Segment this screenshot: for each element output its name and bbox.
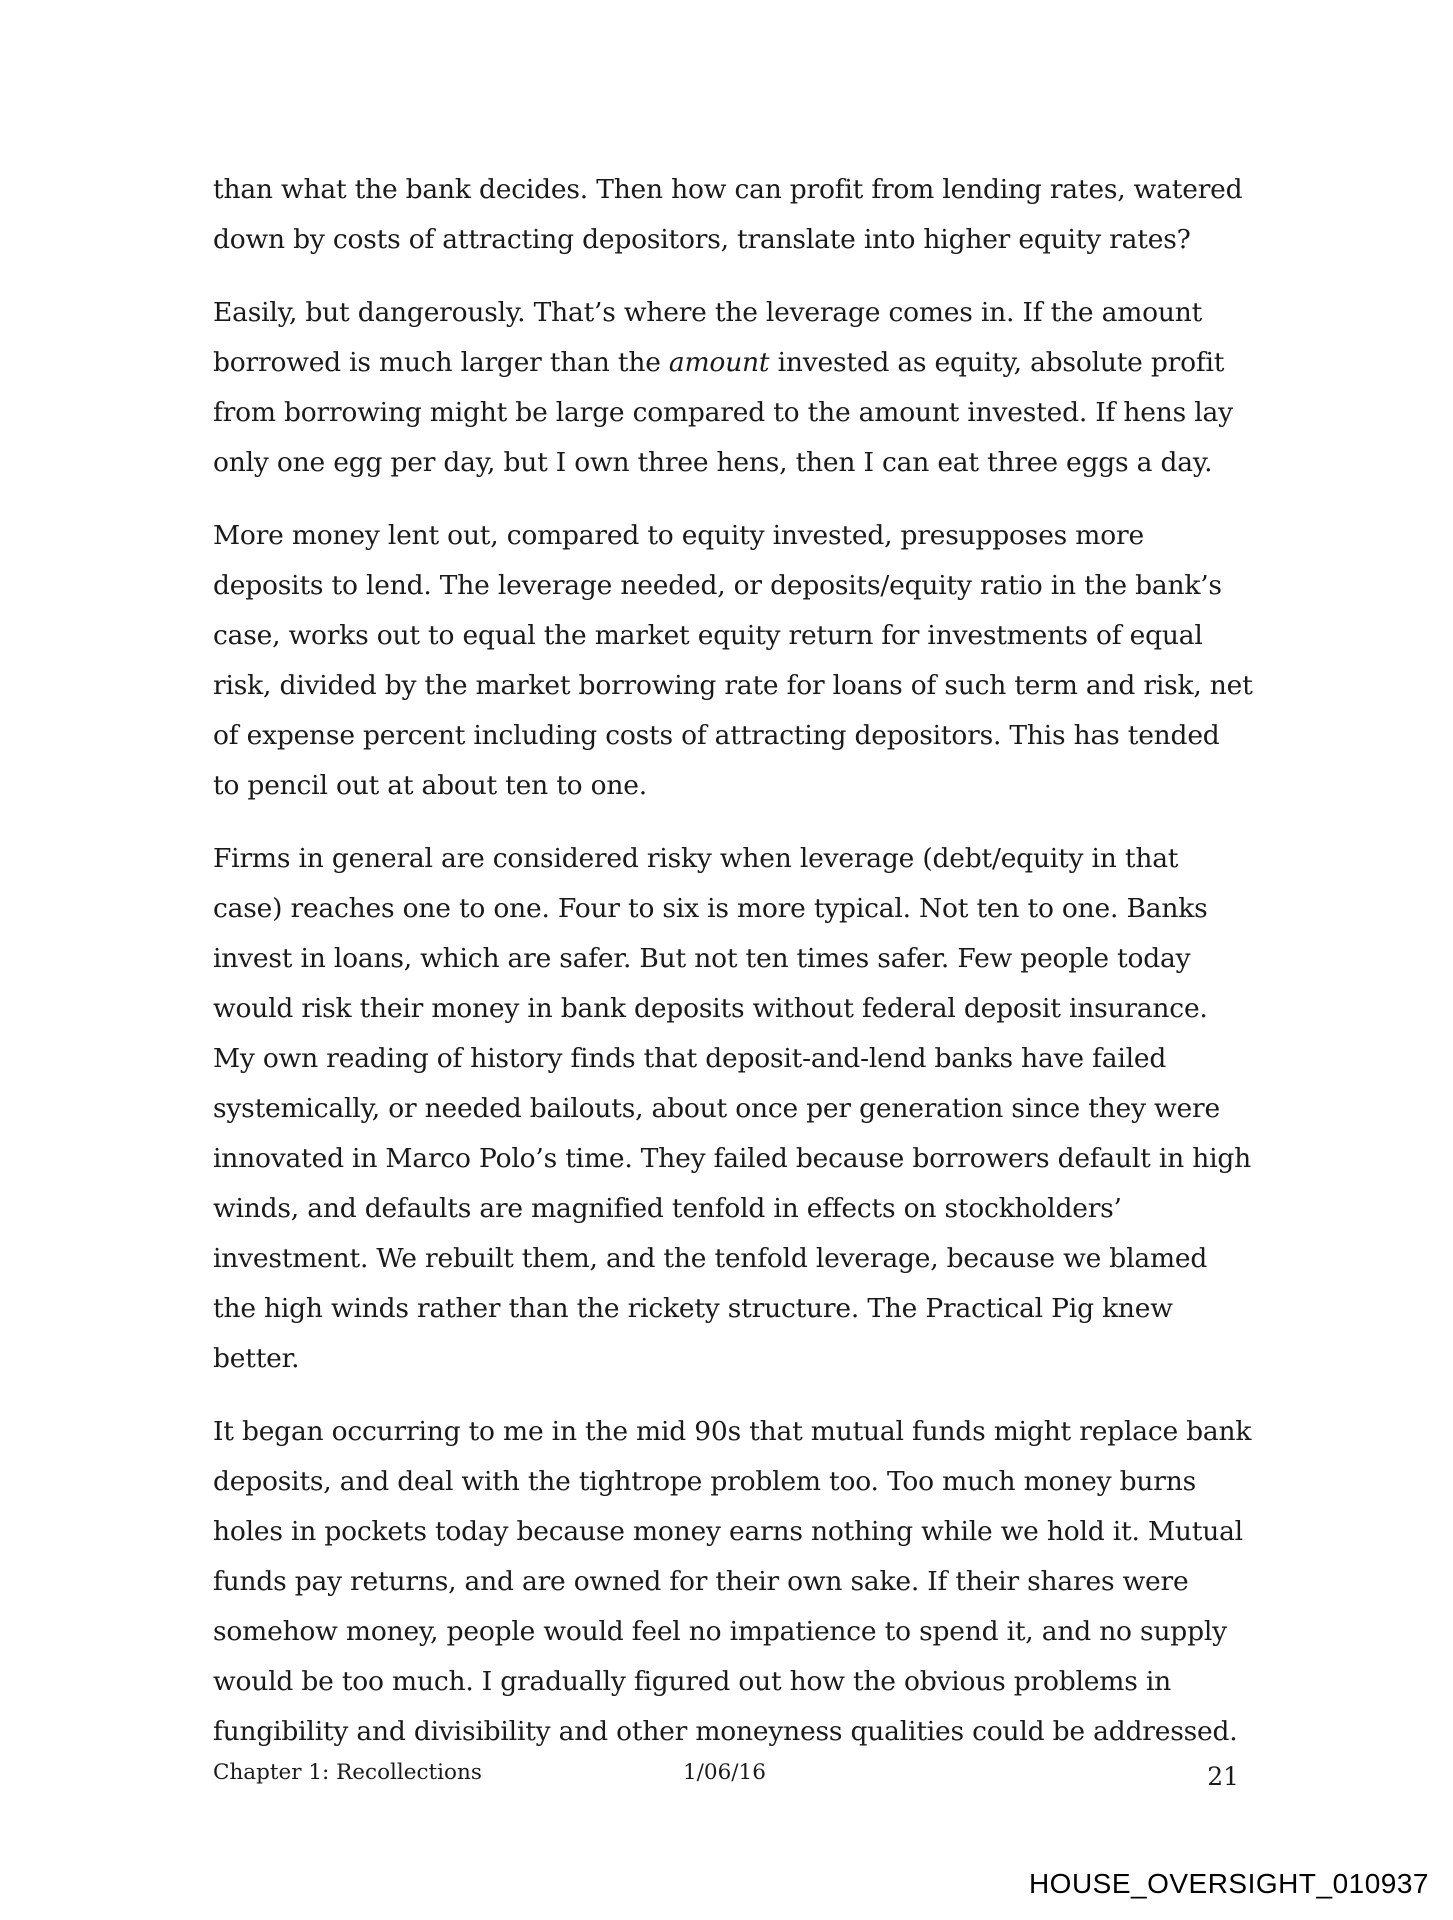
paragraph-2 (213, 288, 1253, 488)
paragraph-2-emphasis: amount (668, 347, 770, 378)
page-number: 21 (1207, 1762, 1239, 1791)
paragraph-3: More money lent out, compared to equity invested, presupposes more deposits to lend. The leverage needed, or deposits/equity ratio in the bank’s case, works out to equal the market equity return for investments of equal risk, divided by the market borrowing rate for loans of such term and risk, net of expense percent including costs of attracting depositors. This has tended to pencil out at about ten to one. (213, 520, 1253, 801)
page-footer (213, 1760, 1253, 1800)
bates-stamp: HOUSE_OVERSIGHT_010937 (1028, 1868, 1429, 1899)
page-body (213, 165, 1253, 1780)
paragraph-2-before: Easily, but dangerously. That’s where the leverage comes in. If the amount borrowed is much larger than the (213, 297, 1203, 378)
paragraph-1: than what the bank decides. Then how can profit from lending rates, watered down by costs of attracting depositors, translate into higher equity rates? (213, 174, 1243, 255)
paragraph-2-after: invested as equity, absolute profit from borrowing might be large compared to the amount invested. If hens lay only one egg per day, but I own three hens, then I can eat three eggs a day. (213, 347, 1233, 478)
paragraph-5: It began occurring to me in the mid 90s that mutual funds might replace bank deposits, and deal with the tightrope problem too. Too much money burns holes in pockets today because money earns nothing while we hold it. Mutual funds pay returns, and are owned for their own sake. If their shares were somehow money, people would feel no impatience to spend it, and no supply would be too much. I gradually figured out how the obvious problems in fungibility and divisibility and other moneyness qualities could be addressed. (213, 1416, 1252, 1747)
footer-date: 1/06/16 (683, 1760, 766, 1785)
paragraph-4: Firms in general are considered risky when leverage (debt/equity in that case) reaches one to one. Four to six is more typical. Not ten to one. Banks invest in loans, which are safer. But not ten times safer. Few people today would risk their money in bank deposits without federal deposit insurance. My own reading of history finds that deposit-and-lend banks have failed systemically, or needed bailouts, about once per generation since they were innovated in Marco Polo’s time. They failed because borrowers default in high winds, and defaults are magnified tenfold in effects on stockholders’ investment. We rebuilt them, and the tenfold leverage, because we blamed the high winds rather than the rickety structure. The Practical Pig knew better. (213, 843, 1251, 1374)
footer-chapter-title: Chapter 1: Recollections (213, 1760, 482, 1785)
